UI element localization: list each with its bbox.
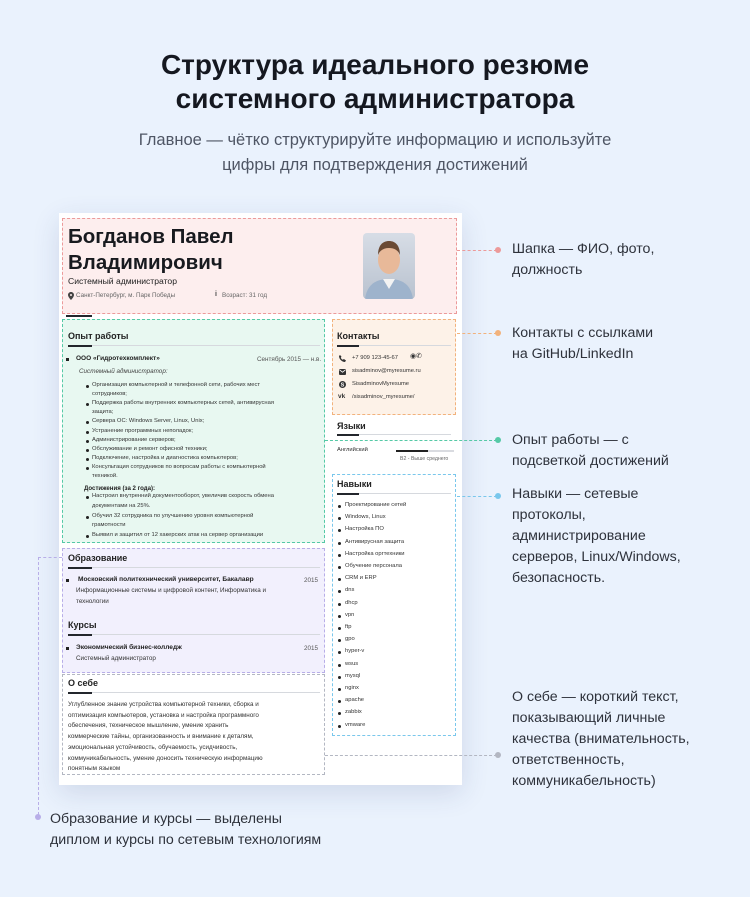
bullet	[86, 449, 89, 452]
skill-bullet	[338, 725, 341, 728]
education-description: Информационные системы и цифровой контент, Информатика и	[76, 587, 266, 594]
employment-period: Сентябрь 2015 — н.в.	[257, 356, 322, 363]
skill-bullet	[338, 676, 341, 679]
header-underline	[66, 315, 92, 317]
about-line: обеспечения, техническое мышление, умение хранить	[68, 722, 229, 730]
duty-item: Устранение программных неполадок;	[92, 427, 194, 434]
skills-underline	[337, 493, 359, 495]
about-line: понятным языком	[68, 765, 121, 773]
company-name: ООО «Гидротехкомплект»	[76, 355, 160, 362]
skill-item: apache	[345, 697, 365, 704]
skill-item: zabbix	[345, 709, 362, 716]
course-description: Системный администратор	[76, 655, 156, 662]
profile-photo	[363, 233, 415, 299]
contact-skype[interactable]: SisadminovMyresume	[352, 381, 410, 387]
skill-bullet	[338, 566, 341, 569]
bullet	[86, 458, 89, 461]
job-role: Системный администратор:	[79, 368, 168, 375]
achievement-item: грамотности	[92, 522, 126, 529]
education-year: 2015	[304, 577, 319, 584]
contacts-title: Контакты	[337, 331, 380, 341]
skill-item: Обучение персонала	[345, 563, 402, 569]
experience-title: Опыт работы	[68, 331, 129, 341]
achievement-item: Обучил 32 сотрудника по улучшению уровня компьютерной	[92, 512, 254, 519]
skill-item: gpo	[345, 636, 355, 643]
about-underline	[68, 692, 92, 694]
messenger-icons: ◉✆	[410, 353, 422, 360]
resume-name: Богданов Павел Владимирович	[68, 225, 234, 274]
language-level-track	[396, 450, 454, 452]
language-level: B2 - Выше среднего	[400, 456, 449, 462]
skill-item: Настройка оргтехники	[345, 550, 405, 557]
svg-text:S: S	[340, 382, 345, 388]
skills-marker	[495, 493, 501, 499]
page-title: Структура идеального резюме системного администратора	[160, 49, 590, 114]
skill-item: Настройка ПО	[345, 526, 384, 533]
skill-item: ftp	[345, 624, 352, 630]
bullet	[86, 516, 89, 519]
language-name: Английский	[337, 447, 368, 453]
skill-bullet	[338, 603, 341, 606]
skill-item: hyper-v	[345, 648, 365, 655]
about-marker	[495, 752, 501, 758]
annotation-about: О себе — короткий текст, показывающий личные качества (внимательность, ответственность, коммуникабельность)	[512, 689, 690, 789]
about-line: эмоциональная устойчивость, обучаемость, усидчивость,	[68, 743, 238, 751]
contact-email[interactable]: sisadminov@myresume.ru	[352, 368, 421, 374]
course-year: 2015	[304, 645, 319, 652]
skill-item: mysql	[345, 672, 361, 679]
education-title: Образование	[68, 553, 128, 563]
duty-item: сотрудников;	[92, 391, 127, 398]
about-line: коммерческие тайны, организованность и внимание к деталям,	[68, 733, 254, 741]
skill-item: vpn	[345, 611, 355, 618]
contacts-underline	[337, 345, 359, 347]
skill-item: Антивирусная защита	[345, 538, 405, 545]
duty-item: Консультация сотрудников по вопросам работы с компьютерной	[92, 463, 266, 470]
experience-marker	[495, 437, 501, 443]
info-icon: i	[215, 291, 217, 298]
achievements-title: Достижения (за 2 года):	[84, 485, 156, 492]
duty-item: Сервера ОС: Windows Server, Linux, Unix;	[92, 418, 205, 425]
achievement-item: Настроил внутренний документооборот, увеличив скорость обмена	[92, 493, 274, 499]
duty-item: защита;	[92, 409, 114, 416]
achievement-item: Выявил и защитил от 12 хакерских атак на сервер организации	[92, 532, 264, 539]
education-description-2: технологии	[76, 598, 109, 605]
skill-bullet	[338, 664, 341, 667]
location-pin-icon	[68, 292, 74, 300]
resume-location: Санкт-Петербург, м. Парк Победы	[76, 292, 176, 299]
duty-item: Подключение, настройка и диагностика компьютеров;	[92, 454, 238, 461]
education-marker	[35, 814, 41, 820]
contacts-marker	[495, 330, 501, 336]
duty-item: Организация компьютерной и телефонной сети, рабочих мест	[92, 382, 261, 388]
skills-title: Навыки	[337, 479, 372, 489]
skill-bullet	[338, 542, 341, 545]
skill-item: wsus	[345, 660, 359, 667]
resume-age: Возраст: 31 год	[222, 292, 268, 299]
annotation-education: Образование и курсы — выделены диплом и курсы по сетевым технологиям	[50, 811, 322, 848]
contact-phone[interactable]: +7 909 123-45-67	[352, 355, 398, 361]
experience-underline	[68, 345, 92, 347]
annotation-header: Шапка — ФИО, фото, должность	[512, 241, 655, 278]
about-line: коммуникабельность, умение доносить техническую информацию	[68, 754, 263, 762]
skill-bullet	[338, 627, 341, 630]
header-marker	[495, 247, 501, 253]
contact-social[interactable]: /sisadminov_myresume/	[352, 394, 415, 400]
course-name: Экономический бизнес-колледж	[76, 644, 182, 651]
annotation-skills: Навыки — сетевые протоколы, администрирование серверов, Linux/Windows, безопасность.	[512, 486, 681, 586]
skill-item: vmware	[345, 721, 366, 728]
annotation-experience: Опыт работы — с подсветкой достижений	[512, 432, 669, 469]
about-title: О себе	[68, 678, 98, 688]
skill-bullet	[338, 688, 341, 691]
skill-bullet	[338, 505, 341, 508]
achievement-item: документами на 25%.	[92, 502, 151, 509]
skill-item: dns	[345, 587, 355, 594]
skill-item: nginx	[345, 685, 359, 691]
page-subtitle: Главное — чётко структурируйте информацию и используйте цифры для подтверждения достижений	[138, 131, 612, 174]
mail-icon	[339, 369, 346, 375]
bullet	[86, 431, 89, 434]
skill-bullet	[338, 554, 341, 557]
language-level-fill	[396, 450, 428, 452]
about-line: оптимизация компьютеров, установка и настройка программного	[68, 711, 259, 719]
skill-item: CRM и ERP	[345, 575, 377, 582]
annotation-contacts: Контакты с ссылками на GitHub/LinkedIn	[512, 325, 654, 362]
duty-item: Обслуживание и ремонт офисной техники;	[92, 445, 208, 452]
courses-title: Курсы	[68, 620, 97, 630]
duty-item: Администрирование серверов;	[92, 436, 176, 443]
vk-icon: vk	[338, 393, 346, 400]
duty-item: техникой.	[92, 473, 118, 479]
bullet	[86, 440, 89, 443]
phone-icon	[339, 355, 346, 362]
skill-item: Windows, Linux	[345, 514, 386, 521]
bullet	[86, 385, 89, 388]
bullet	[86, 467, 89, 470]
languages-underline	[337, 434, 359, 436]
skill-item: Проектирование сетей	[345, 502, 407, 508]
bullet	[86, 496, 89, 499]
duty-item: Поддержка работы внутренних компьютерных сетей, антивирусная	[92, 400, 274, 407]
education-underline	[68, 567, 92, 569]
skill-bullet	[338, 615, 341, 618]
resume-position: Системный администратор	[68, 276, 177, 286]
education-institution: Московский политехнический университет, Бакалавр	[78, 576, 254, 583]
skill-item: dhcp	[345, 599, 358, 606]
skype-icon	[339, 381, 346, 388]
courses-underline	[68, 634, 92, 636]
about-line: Углубленное знание устройства компьютерной техники, сборка и	[68, 701, 259, 708]
languages-title: Языки	[337, 421, 366, 431]
